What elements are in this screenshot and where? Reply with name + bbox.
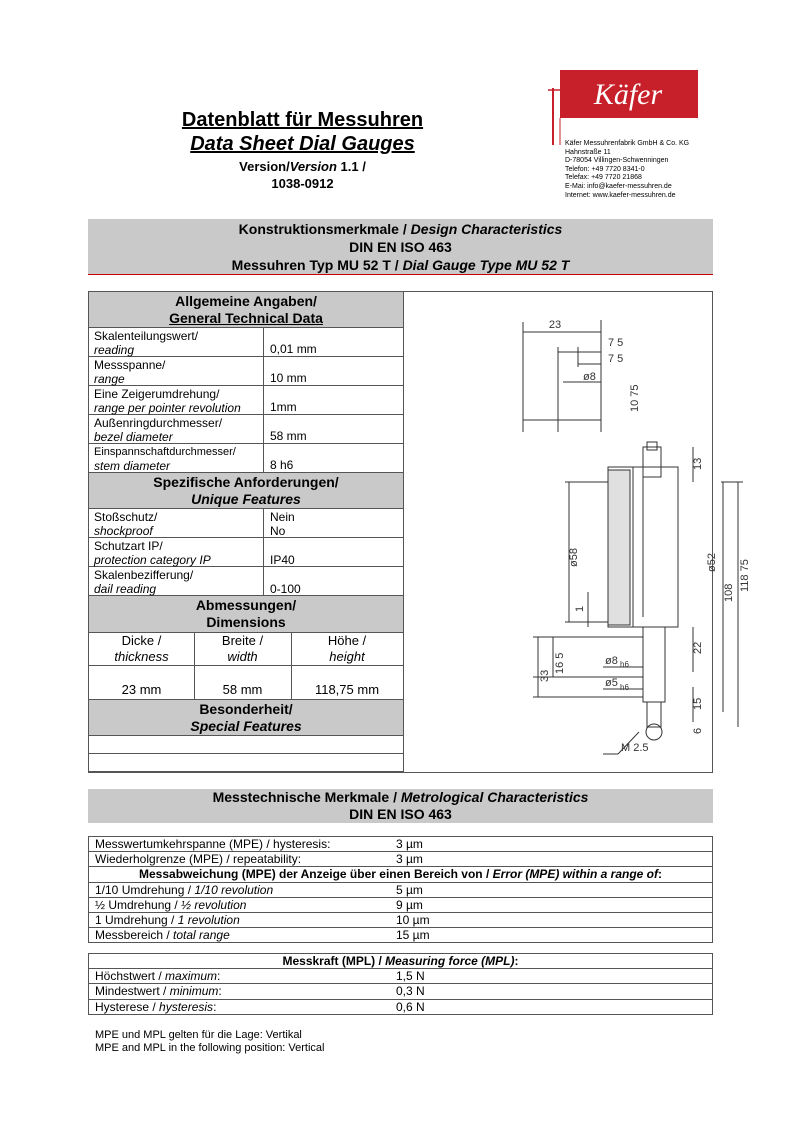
- metro-value: 3 µm: [396, 852, 423, 867]
- design-heading-en: Design Characteristics: [410, 221, 563, 237]
- error-row: [89, 913, 712, 928]
- spec-label-en: range: [94, 372, 125, 386]
- error-row: [89, 883, 712, 898]
- spec-label-de: Messspanne/: [94, 358, 166, 372]
- force-label-de: Mindestwert /: [95, 984, 170, 999]
- dim-header-en: height: [329, 649, 365, 664]
- company-line: Telefax: +49 7720 21868: [565, 174, 642, 182]
- dim-phi8: ø8: [583, 371, 596, 383]
- metrological-band: [88, 789, 713, 823]
- metro-value: 3 µm: [396, 837, 423, 851]
- dim-10-75: 10 75: [629, 384, 641, 412]
- spec-label-en: range per pointer revolution: [94, 401, 241, 415]
- spec-label-de: Einspannschaftdurchmesser/: [94, 446, 236, 458]
- error-label-de: 1/10 Umdrehung /: [95, 882, 195, 897]
- company-line: Internet: www.kaefer-messuhren.de: [565, 191, 676, 199]
- dimensions-title-de: Abmessungen/: [195, 597, 297, 613]
- force-label-en: maximum: [165, 969, 218, 984]
- dim-33: 33: [539, 669, 551, 682]
- dimensions-title-en: Dimensions: [206, 614, 286, 630]
- dim-22: 22: [692, 641, 704, 654]
- dim-header-de: Dicke /: [121, 633, 162, 648]
- metro-label: Messwertumkehrspanne (MPE) / hysteresis:: [95, 837, 331, 851]
- dim-118-75: 118 75: [739, 559, 751, 592]
- dim-108: 108: [723, 583, 735, 602]
- dim-16-5: 16 5: [554, 652, 566, 674]
- error-value: 5 µm: [396, 882, 423, 897]
- dim-phi5-label: ø5: [605, 677, 618, 689]
- spec-value-en: No: [270, 524, 286, 538]
- force-heading-end: :: [514, 954, 519, 968]
- design-type-de: Messuhren Typ MU 52 T /: [231, 257, 403, 273]
- spec-label-en: protection category IP: [94, 553, 211, 567]
- spec-label-en: shockproof: [94, 524, 153, 538]
- metro-heading-en: Metrological Characteristics: [400, 789, 589, 805]
- spec-row: [89, 444, 403, 473]
- spec-value: 1mm: [270, 400, 297, 414]
- spec-row: [89, 357, 403, 386]
- dim-phi5-h6: h6: [620, 683, 629, 692]
- measuring-force-table: [88, 953, 713, 1015]
- spec-label-de: Stoßschutz/: [94, 510, 158, 524]
- version-number: 1.1 /: [336, 159, 366, 174]
- document-number: 1038-0912: [271, 176, 334, 191]
- dim-phi58: ø58: [568, 548, 580, 567]
- force-value: 0,3 N: [396, 984, 425, 999]
- dim-header-en: thickness: [114, 649, 169, 664]
- dim-23: 23: [548, 319, 562, 331]
- spec-label-en: reading: [94, 343, 135, 357]
- force-value: 0,6 N: [396, 999, 425, 1014]
- metro-standard: DIN EN ISO 463: [349, 806, 452, 822]
- force-label-en: hysteresis: [159, 999, 214, 1014]
- metro-heading-de: Messtechnische Merkmale /: [212, 789, 401, 805]
- force-heading-en: Measuring force (MPL): [385, 954, 515, 968]
- design-heading-de: Konstruktionsmerkmale /: [238, 221, 411, 237]
- spec-value: 10 mm: [270, 371, 307, 385]
- company-line: Hahnstraße 11: [565, 148, 611, 156]
- unique-section-header: [89, 473, 403, 509]
- unique-title-de: Spezifische Anforderungen/: [153, 474, 339, 490]
- spec-label-en: dail reading: [94, 582, 157, 596]
- error-label-en: 1/10 revolution: [194, 882, 274, 897]
- dim-header-de: Höhe /: [327, 633, 367, 648]
- dim-header-de: Breite /: [221, 633, 264, 648]
- error-value: 9 µm: [396, 897, 423, 912]
- error-heading-row: [89, 867, 712, 882]
- company-line: D-78054 Villingen-Schwenningen: [565, 157, 669, 165]
- spec-value: 8 h6: [270, 458, 294, 472]
- company-line: Käfer Messuhrenfabrik GmbH & Co. KG: [565, 140, 690, 147]
- error-label-de: Messbereich /: [95, 928, 174, 943]
- spec-value: IP40: [270, 553, 295, 567]
- spec-row: [89, 567, 403, 596]
- spec-row: [89, 415, 403, 444]
- error-label-de: ½ Umdrehung /: [95, 897, 182, 912]
- error-value: 15 µm: [396, 928, 430, 943]
- force-heading-de: Messkraft (MPL) /: [282, 954, 386, 968]
- force-row: Hysterese / hysteresis: 0,6 N: [95, 999, 425, 1014]
- spec-label-de: Skalenteilungswert/: [94, 329, 199, 343]
- metrology-table: [88, 836, 713, 943]
- special-section-header: [89, 700, 403, 736]
- dimensions-value-row: [89, 666, 403, 700]
- metro-row: [89, 837, 712, 852]
- spec-row: [89, 509, 403, 538]
- spec-label-en: stem diameter: [94, 459, 171, 473]
- company-address: [565, 140, 689, 200]
- dim-value: 118,75 mm: [314, 682, 380, 697]
- spec-row: [89, 386, 403, 415]
- error-label-de: 1 Umdrehung /: [95, 912, 178, 927]
- special-row-empty: [89, 754, 403, 772]
- title-german: Datenblatt für Messuhren: [181, 109, 424, 131]
- force-label-en: minimum: [169, 984, 219, 999]
- metro-row: [89, 852, 712, 867]
- dim-phi8-h6: h6: [620, 660, 629, 669]
- error-row: [89, 928, 712, 942]
- spec-label-en: bezel diameter: [94, 430, 173, 444]
- spec-value: 58 mm: [270, 429, 307, 443]
- dim-1: 1: [574, 605, 586, 612]
- version-label-de: Version/: [239, 159, 290, 174]
- error-label-en: 1 revolution: [177, 912, 240, 927]
- dim-m2-5: M 2.5: [621, 742, 649, 754]
- error-value: 10 µm: [396, 912, 430, 927]
- dim-value: 23 mm: [121, 682, 162, 697]
- unique-title-en: Unique Features: [191, 491, 301, 507]
- special-row-empty: [89, 736, 403, 754]
- force-heading-row: [89, 954, 712, 969]
- force-label-de: Höchstwert /: [95, 969, 166, 984]
- error-heading-de: Messabweichung (MPE) der Anzeige über einen Bereich von /: [139, 867, 493, 882]
- spec-label-de: Eine Zeigerumdrehung/: [94, 387, 220, 401]
- force-value: 1,5 N: [396, 969, 425, 984]
- dim-phi8-label: ø8: [605, 655, 618, 667]
- specification-table: [88, 291, 751, 773]
- kaefer-logo: [548, 70, 698, 145]
- footnote: [95, 1029, 325, 1055]
- force-row: Höchstwert / maximum: 1,5 N: [89, 969, 712, 984]
- dim-15: 15: [692, 697, 704, 710]
- company-line: Telefon: +49 7720 8341-0: [565, 165, 645, 173]
- logo-text: Käfer: [593, 78, 663, 111]
- error-label-en: total range: [173, 928, 230, 943]
- general-section-header: [89, 292, 403, 328]
- error-heading-end: :: [658, 867, 662, 882]
- spec-left-column: [89, 292, 404, 772]
- spec-row: [89, 538, 403, 567]
- general-title-en: General Technical Data: [169, 310, 323, 326]
- title-english: Data Sheet Dial Gauges: [190, 133, 415, 155]
- version-label-en: Version: [289, 159, 337, 174]
- spec-label-de: Skalenbezifferung/: [94, 568, 194, 582]
- dim-6: 6: [692, 727, 704, 734]
- error-row: [89, 898, 712, 913]
- dim-header-en: width: [227, 649, 258, 664]
- dim-value: 58 mm: [222, 682, 263, 697]
- footnote-line-en: MPE and MPL in the following position: Vertical: [95, 1042, 325, 1054]
- spec-label-de: Außenringdurchmesser/: [94, 416, 223, 430]
- footnote-line-de: MPE und MPL gelten für die Lage: Vertikal: [95, 1029, 302, 1041]
- design-characteristics-band: [88, 219, 713, 275]
- dimensions-section-header: [89, 596, 403, 633]
- force-label-de: Hysterese /: [95, 999, 160, 1014]
- error-heading-en: Error (MPE) within a range of: [492, 867, 658, 882]
- technical-drawing: [403, 292, 751, 772]
- spec-value: 0-100: [270, 582, 301, 596]
- dim-7-5-b: 7 5: [608, 353, 624, 365]
- spec-label-de: Schutzart IP/: [94, 539, 163, 553]
- metro-label: Wiederholgrenze (MPE) / repeatability:: [95, 852, 302, 867]
- spec-value: 0,01 mm: [270, 342, 317, 356]
- force-row: Mindestwert / minimum: 0,3 N: [89, 984, 712, 999]
- design-type-en: Dial Gauge Type MU 52 T: [402, 257, 570, 273]
- special-title-de: Besonderheit/: [199, 701, 293, 717]
- title-block: [140, 108, 465, 192]
- design-standard: DIN EN ISO 463: [349, 239, 452, 255]
- version-line: [140, 158, 465, 175]
- dim-phi52: ø52: [706, 553, 718, 572]
- spec-row: [89, 328, 403, 357]
- error-label-en: ½ revolution: [181, 897, 247, 912]
- dim-7-5-a: 7 5: [608, 337, 624, 349]
- special-title-en: Special Features: [190, 718, 302, 734]
- dimensions-header-row: [89, 633, 403, 666]
- spec-value-de: Nein: [270, 510, 295, 524]
- dim-13: 13: [692, 457, 704, 470]
- general-title-de: Allgemeine Angaben/: [175, 293, 317, 309]
- company-line: E-Mai: info@kaefer-messuhren.de: [565, 182, 672, 190]
